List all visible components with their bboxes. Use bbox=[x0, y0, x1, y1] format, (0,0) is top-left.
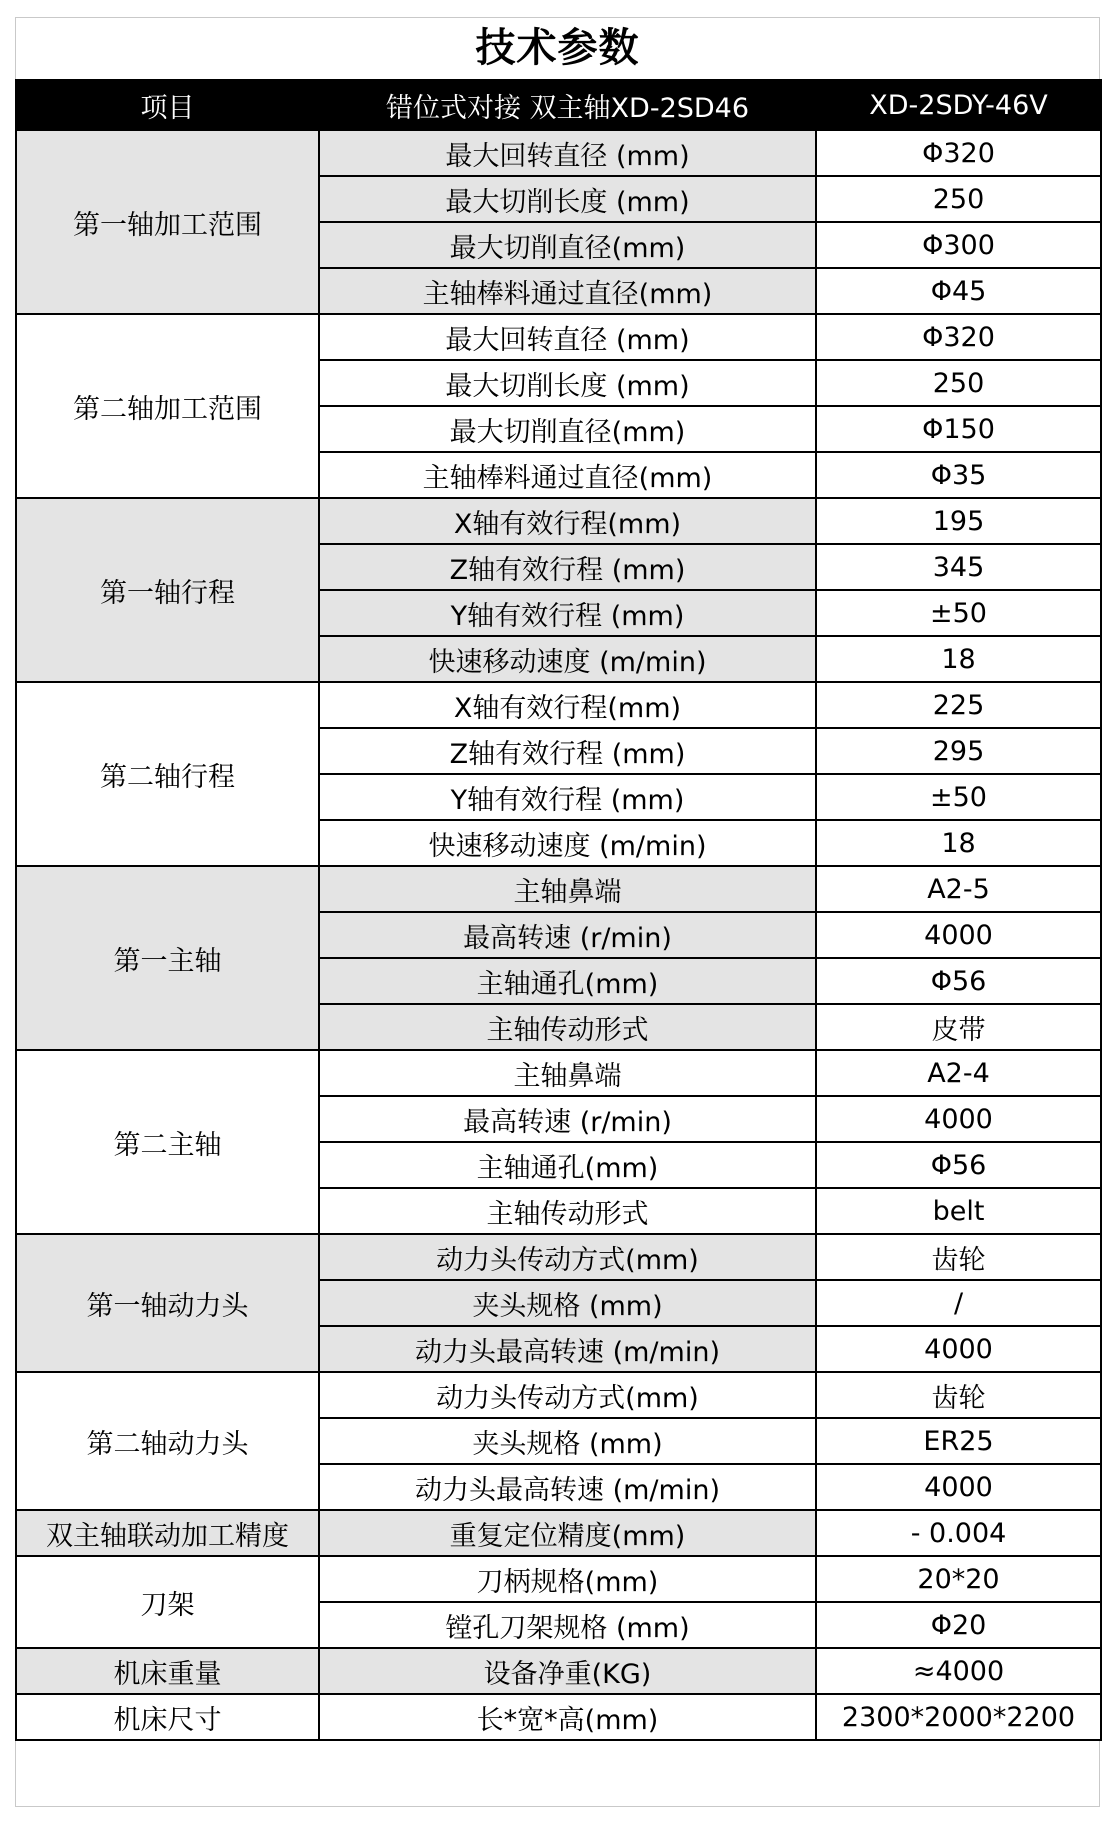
parameter-cell: 最大切削直径(mm) bbox=[319, 222, 816, 268]
table-row bbox=[16, 1556, 1101, 1602]
category-cell: 机床重量 bbox=[16, 1648, 319, 1694]
value-cell: 4000 bbox=[816, 1326, 1101, 1372]
parameter-cell: 最大切削长度 (mm) bbox=[319, 176, 816, 222]
table-row bbox=[16, 1234, 1101, 1280]
parameter-cell: 夹头规格 (mm) bbox=[319, 1418, 816, 1464]
parameter-cell: 动力头传动方式(mm) bbox=[319, 1234, 816, 1280]
category-cell: 第一轴加工范围 bbox=[16, 130, 319, 314]
value-cell: 4000 bbox=[816, 912, 1101, 958]
parameter-cell: 最大切削直径(mm) bbox=[319, 406, 816, 452]
value-cell: Φ35 bbox=[816, 452, 1101, 498]
parameter-cell: 最大切削长度 (mm) bbox=[319, 360, 816, 406]
parameter-cell: 主轴通孔(mm) bbox=[319, 1142, 816, 1188]
value-cell: ±50 bbox=[816, 774, 1101, 820]
table-row bbox=[16, 1050, 1101, 1096]
value-cell: Φ320 bbox=[816, 130, 1101, 176]
value-cell: / bbox=[816, 1280, 1101, 1326]
spec-table-body bbox=[16, 130, 1101, 1740]
category-cell: 双主轴联动加工精度 bbox=[16, 1510, 319, 1556]
value-cell: ±50 bbox=[816, 590, 1101, 636]
value-cell: 皮带 bbox=[816, 1004, 1101, 1050]
category-cell: 第一主轴 bbox=[16, 866, 319, 1050]
value-cell: 225 bbox=[816, 682, 1101, 728]
category-cell: 第二轴加工范围 bbox=[16, 314, 319, 498]
parameter-cell: 主轴棒料通过直径(mm) bbox=[319, 452, 816, 498]
value-cell: A2-5 bbox=[816, 866, 1101, 912]
parameter-cell: 镗孔刀架规格 (mm) bbox=[319, 1602, 816, 1648]
parameter-cell: 最大回转直径 (mm) bbox=[319, 130, 816, 176]
parameter-cell: Z轴有效行程 (mm) bbox=[319, 544, 816, 590]
value-cell: - 0.004 bbox=[816, 1510, 1101, 1556]
value-cell: 250 bbox=[816, 176, 1101, 222]
value-cell: Φ300 bbox=[816, 222, 1101, 268]
parameter-cell: 夹头规格 (mm) bbox=[319, 1280, 816, 1326]
table-row bbox=[16, 1648, 1101, 1694]
category-cell: 第二主轴 bbox=[16, 1050, 319, 1234]
parameter-cell: 快速移动速度 (m/min) bbox=[319, 820, 816, 866]
table-row bbox=[16, 130, 1101, 176]
table-row bbox=[16, 498, 1101, 544]
value-cell: Φ150 bbox=[816, 406, 1101, 452]
parameter-cell: 刀柄规格(mm) bbox=[319, 1556, 816, 1602]
value-cell: ER25 bbox=[816, 1418, 1101, 1464]
value-cell: 250 bbox=[816, 360, 1101, 406]
value-cell: 195 bbox=[816, 498, 1101, 544]
parameter-cell: 最高转速 (r/min) bbox=[319, 1096, 816, 1142]
value-cell: A2-4 bbox=[816, 1050, 1101, 1096]
value-cell: 齿轮 bbox=[816, 1234, 1101, 1280]
value-cell: 295 bbox=[816, 728, 1101, 774]
parameter-cell: 设备净重(KG) bbox=[319, 1648, 816, 1694]
spec-table bbox=[15, 79, 1102, 1741]
table-row bbox=[16, 682, 1101, 728]
parameter-cell: 主轴传动形式 bbox=[319, 1004, 816, 1050]
value-cell: 18 bbox=[816, 820, 1101, 866]
header-model-1: 错位式对接 双主轴XD-2SD46 bbox=[319, 80, 816, 130]
page-title: 技术参数 bbox=[475, 25, 640, 71]
value-cell: 2300*2000*2200 bbox=[816, 1694, 1101, 1740]
parameter-cell: 最大回转直径 (mm) bbox=[319, 314, 816, 360]
parameter-cell: 主轴传动形式 bbox=[319, 1188, 816, 1234]
parameter-cell: Y轴有效行程 (mm) bbox=[319, 774, 816, 820]
category-cell: 第二轴动力头 bbox=[16, 1372, 319, 1510]
value-cell: Φ45 bbox=[816, 268, 1101, 314]
table-row bbox=[16, 1372, 1101, 1418]
value-cell: Φ20 bbox=[816, 1602, 1101, 1648]
parameter-cell: 动力头最高转速 (m/min) bbox=[319, 1326, 816, 1372]
parameter-cell: 主轴鼻端 bbox=[319, 1050, 816, 1096]
parameter-cell: Y轴有效行程 (mm) bbox=[319, 590, 816, 636]
table-row bbox=[16, 1510, 1101, 1556]
category-cell: 机床尺寸 bbox=[16, 1694, 319, 1740]
category-cell: 第二轴行程 bbox=[16, 682, 319, 866]
table-row bbox=[16, 866, 1101, 912]
parameter-cell: 主轴鼻端 bbox=[319, 866, 816, 912]
parameter-cell: 最高转速 (r/min) bbox=[319, 912, 816, 958]
parameter-cell: 动力头最高转速 (m/min) bbox=[319, 1464, 816, 1510]
header-item: 项目 bbox=[16, 80, 319, 130]
value-cell: belt bbox=[816, 1188, 1101, 1234]
value-cell: Φ56 bbox=[816, 1142, 1101, 1188]
parameter-cell: X轴有效行程(mm) bbox=[319, 498, 816, 544]
parameter-cell: 主轴棒料通过直径(mm) bbox=[319, 268, 816, 314]
parameter-cell: 动力头传动方式(mm) bbox=[319, 1372, 816, 1418]
value-cell: Φ320 bbox=[816, 314, 1101, 360]
category-cell: 第一轴行程 bbox=[16, 498, 319, 682]
parameter-cell: 长*宽*高(mm) bbox=[319, 1694, 816, 1740]
value-cell: 齿轮 bbox=[816, 1372, 1101, 1418]
category-cell: 刀架 bbox=[16, 1556, 319, 1648]
header-model-2: XD-2SDY-46V bbox=[816, 80, 1101, 130]
value-cell: 4000 bbox=[816, 1464, 1101, 1510]
value-cell: 20*20 bbox=[816, 1556, 1101, 1602]
parameter-cell: 主轴通孔(mm) bbox=[319, 958, 816, 1004]
table-row bbox=[16, 1694, 1101, 1740]
parameter-cell: X轴有效行程(mm) bbox=[319, 682, 816, 728]
value-cell: Φ56 bbox=[816, 958, 1101, 1004]
value-cell: ≈4000 bbox=[816, 1648, 1101, 1694]
category-cell: 第一轴动力头 bbox=[16, 1234, 319, 1372]
value-cell: 18 bbox=[816, 636, 1101, 682]
value-cell: 345 bbox=[816, 544, 1101, 590]
table-header-row bbox=[16, 80, 1101, 130]
parameter-cell: 快速移动速度 (m/min) bbox=[319, 636, 816, 682]
value-cell: 4000 bbox=[816, 1096, 1101, 1142]
parameter-cell: Z轴有效行程 (mm) bbox=[319, 728, 816, 774]
parameter-cell: 重复定位精度(mm) bbox=[319, 1510, 816, 1556]
table-row bbox=[16, 314, 1101, 360]
